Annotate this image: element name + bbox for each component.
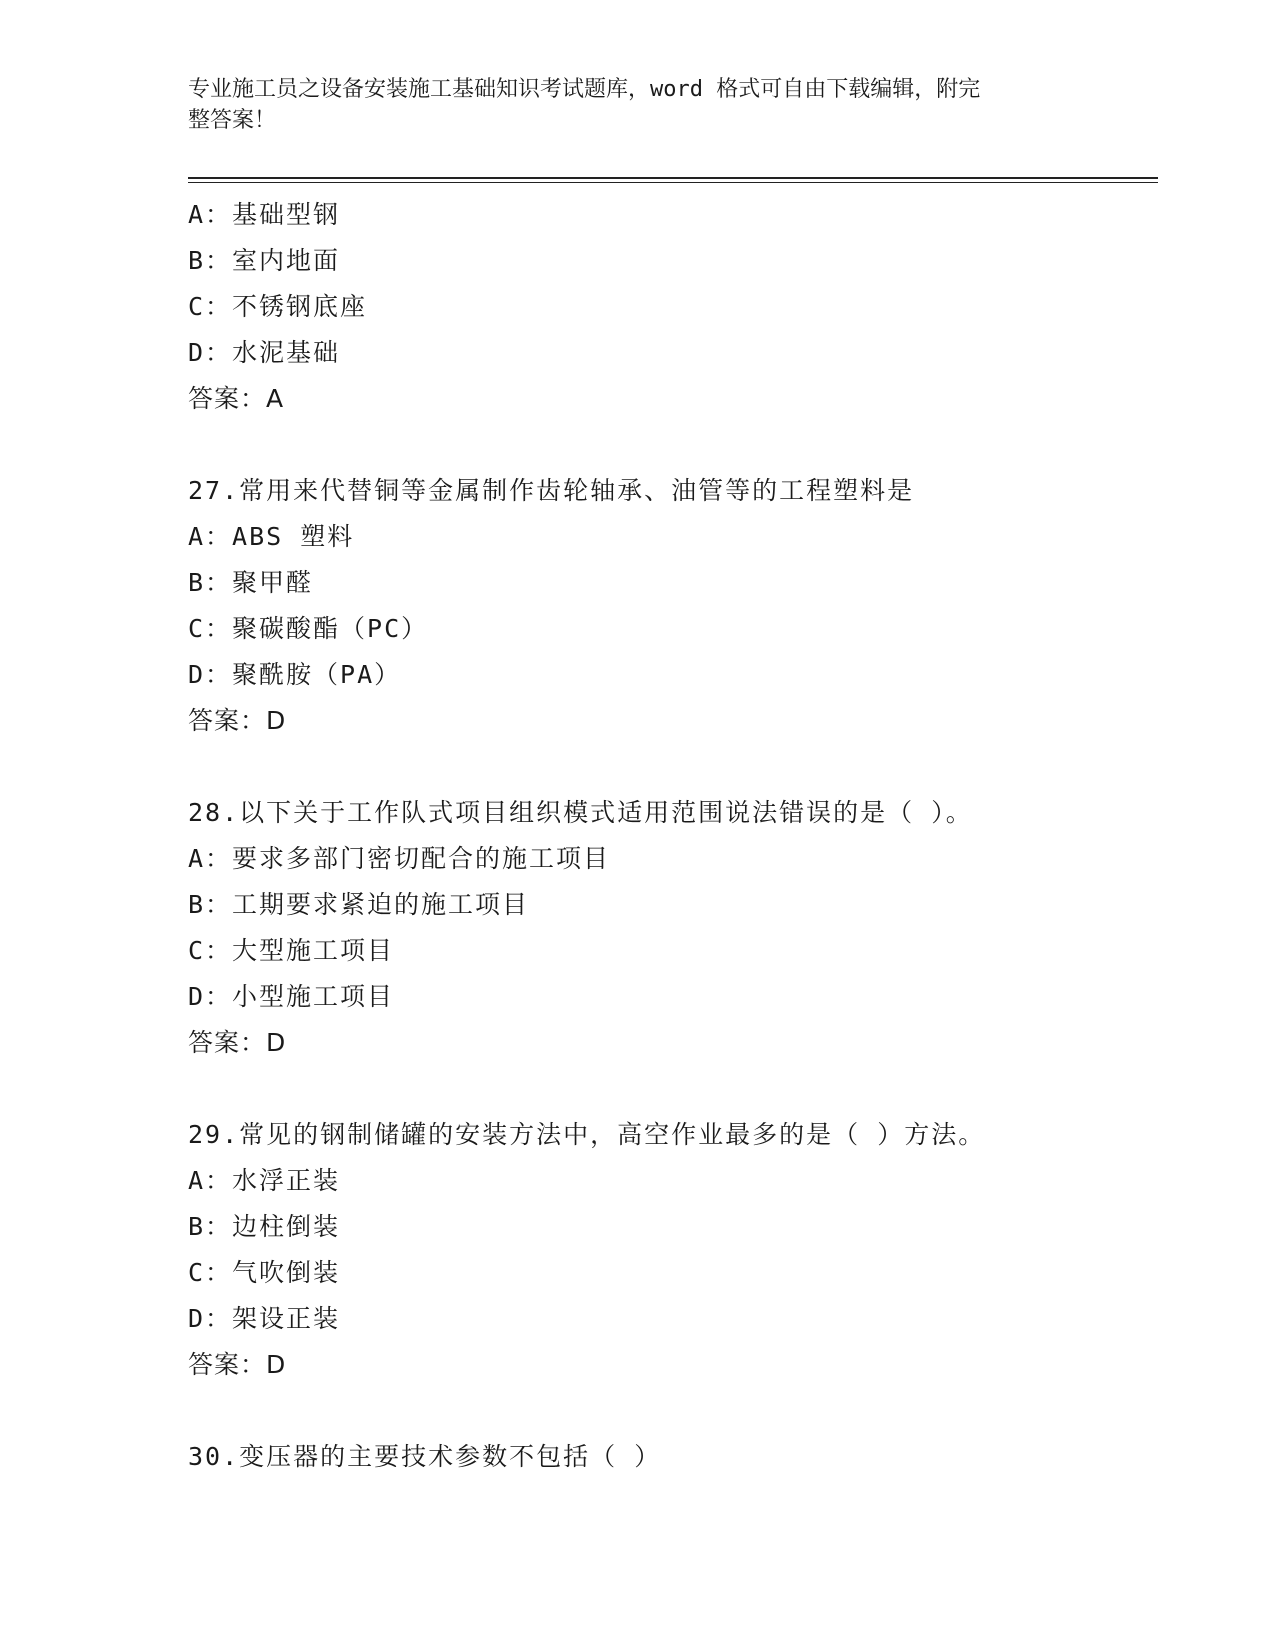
option-b: B：边柱倒装: [188, 1212, 341, 1241]
question-list: [188, 192, 1158, 1480]
option-b: B：聚甲醛: [188, 568, 314, 597]
question-block: [188, 468, 1158, 744]
option-a: A：水浮正装: [188, 1166, 341, 1195]
spacer: [188, 1066, 1158, 1112]
option-a: A：ABS 塑料: [188, 522, 355, 551]
spacer: [188, 744, 1158, 790]
option-a: A：要求多部门密切配合的施工项目: [188, 844, 611, 873]
option-b: B：室内地面: [188, 246, 341, 275]
option-c: C：大型施工项目: [188, 936, 395, 965]
option-a: A：基础型钢: [188, 200, 341, 229]
question-title: 28.以下关于工作队式项目组织模式适用范围说法错误的是（ ）。: [188, 798, 973, 827]
header-line-2: 整答案！: [188, 108, 277, 133]
question-title: 30.变压器的主要技术参数不包括（ ）: [188, 1442, 662, 1471]
option-d: D：架设正装: [188, 1304, 341, 1333]
header-divider-thin: [188, 182, 1158, 183]
question-block: [188, 790, 1158, 1066]
spacer: [188, 422, 1158, 468]
option-c: C：聚碳酸酯（PC）: [188, 614, 429, 643]
answer-line: 答案：D: [188, 1028, 287, 1057]
option-d: D：水泥基础: [188, 338, 341, 367]
question-block: [188, 1112, 1158, 1388]
document-header: [188, 74, 1088, 136]
answer-line: 答案：A: [188, 384, 285, 413]
answer-line: 答案：D: [188, 1350, 287, 1379]
option-c: C：不锈钢底座: [188, 292, 368, 321]
header-line-1: 专业施工员之设备安装施工基础知识考试题库，word 格式可自由下载编辑，附完: [188, 77, 981, 102]
answer-line: 答案：D: [188, 706, 287, 735]
option-c: C：气吹倒装: [188, 1258, 341, 1287]
question-title: 29.常见的钢制储罐的安装方法中，高空作业最多的是（ ）方法。: [188, 1120, 986, 1149]
header-divider-thick: [188, 177, 1158, 179]
option-d: D：聚酰胺（PA）: [188, 660, 402, 689]
option-d: D：小型施工项目: [188, 982, 395, 1011]
question-block-continued: [188, 192, 1158, 422]
question-title: 27.常用来代替铜等金属制作齿轮轴承、油管等的工程塑料是: [188, 476, 915, 505]
option-b: B：工期要求紧迫的施工项目: [188, 890, 530, 919]
spacer: [188, 1388, 1158, 1434]
question-block: [188, 1434, 1158, 1480]
